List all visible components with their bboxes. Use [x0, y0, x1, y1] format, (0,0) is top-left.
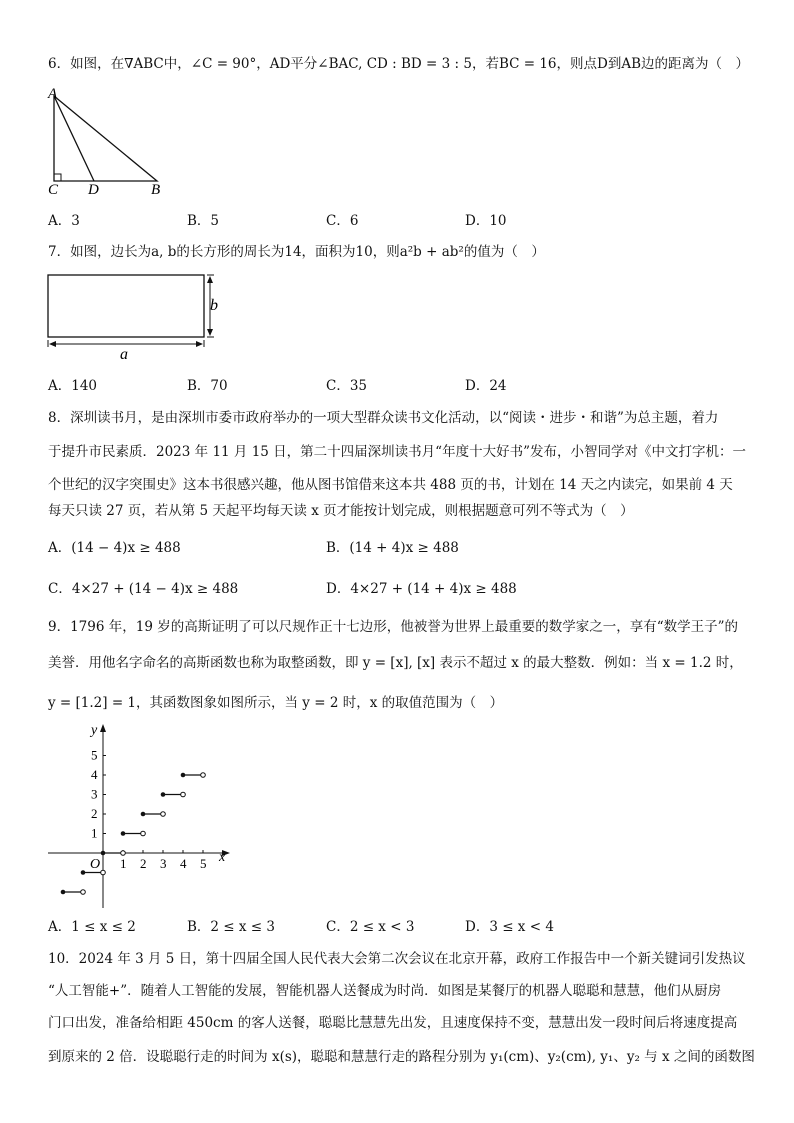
open-endpoint: [201, 773, 206, 778]
q9-option-d[interactable]: D．3 ≤ x < 4: [465, 919, 554, 935]
q6-triangle-figure: [44, 86, 174, 198]
y-tick-label: 2: [91, 806, 98, 821]
q8-option-a[interactable]: A．(14 − 4)x ≥ 488: [48, 540, 181, 556]
y-tick-label: 3: [91, 786, 98, 802]
q6-option-b[interactable]: B．5: [187, 213, 220, 229]
y-tick-label: 4: [91, 767, 98, 782]
closed-endpoint: [61, 890, 66, 895]
x-tick-label: 5: [200, 856, 207, 871]
open-endpoint: [141, 831, 146, 836]
y-tick-label: 1: [91, 825, 98, 841]
y-axis-label: y: [91, 723, 98, 738]
x-axis-label: x: [219, 850, 226, 865]
q8-stem-line-2: 于提升市民素质．2023 年 11 月 15 日，第二十四届深圳读书月“年度十大好书”发布，小智同学对《中文打字机：一: [48, 444, 746, 460]
closed-endpoint: [81, 870, 86, 875]
q9-option-c[interactable]: C．2 ≤ x < 3: [326, 919, 415, 935]
q10-stem-line-4: 到原来的 2 倍．设聪聪行走的时间为 x(s)，聪聪和慧慧行走的路程分别为 y₁(cm)、y₂(cm), y₁、y₂ 与 x 之间的函数图: [48, 1049, 755, 1065]
q7-option-a[interactable]: A．140: [48, 378, 98, 394]
q7-rectangle-figure: [44, 270, 224, 362]
q6-option-d[interactable]: D．10: [465, 213, 507, 229]
q6-option-a[interactable]: A．3: [48, 213, 80, 229]
x-tick-label: 3: [160, 856, 167, 871]
x-tick-label: 1: [120, 856, 127, 871]
y-axis-arrow: [100, 724, 106, 732]
q9-stem-line-2: 美誉．用他名字命名的高斯函数也称为取整函数，即 y = [x], [x] 表示不超过 x 的最大整数．例如：当 x = 1.2 时，: [48, 655, 743, 671]
q7-option-d[interactable]: D．24: [465, 378, 507, 394]
open-endpoint: [81, 890, 86, 895]
closed-endpoint: [141, 812, 146, 817]
side-a-label: a: [120, 346, 128, 362]
q10-stem-line-1: 10．2024 年 3 月 5 日，第十四届全国人民代表大会第二次会议在北京开幕，政府工作报告中一个新关键词引发热议: [48, 951, 746, 967]
open-endpoint: [161, 812, 166, 817]
q9-stem-line-1: 9．1796 年，19 岁的高斯证明了可以尺规作正十七边形，他被誉为世界上最重要的数学家之一，享有“数学王子”的: [48, 619, 739, 635]
q8-option-b[interactable]: B．(14 + 4)x ≥ 488: [326, 540, 459, 556]
q9-stem-line-3: y = [1.2] = 1，其函数图象如图所示，当 y = 2 时，x 的取值范围为（ ）: [48, 695, 504, 711]
open-endpoint: [101, 870, 106, 875]
side-b-label: b: [210, 297, 218, 314]
open-endpoint: [121, 851, 126, 856]
q7-stem: 7．如图，边长为a, b的长方形的周长为14，面积为10，则a²b + ab²的值为（ ）: [48, 244, 545, 260]
q8-option-c[interactable]: C．4×27 + (14 − 4)x ≥ 488: [48, 581, 239, 597]
closed-endpoint: [161, 792, 166, 797]
q8-stem-line-1: 8．深圳读书月，是由深圳市委市政府举办的一项大型群众读书文化活动，以“阅读・进步・和谐”为总主题，着力: [48, 410, 719, 426]
q8-option-d[interactable]: D．4×27 + (14 + 4)x ≥ 488: [326, 581, 517, 597]
closed-endpoint: [181, 773, 186, 778]
q7-option-c[interactable]: C．35: [326, 378, 368, 394]
vertex-d-label: D: [88, 182, 99, 198]
q9-option-a[interactable]: A．1 ≤ x ≤ 2: [48, 919, 136, 935]
closed-endpoint: [101, 851, 106, 856]
q9-option-b[interactable]: B．2 ≤ x ≤ 3: [187, 919, 276, 935]
q6-stem: 6．如图，在∇ABC中，∠C = 90°，AD平分∠BAC, CD : BD = 3 : 5，若BC = 16，则点D到AB边的距离为（ ）: [48, 56, 750, 72]
q10-stem-line-3: 门口出发，准备给相距 450cm 的客人送餐，聪聪比慧慧先出发，且速度保持不变，慧慧出发一段时间后将速度提高: [48, 1015, 738, 1031]
closed-endpoint: [121, 831, 126, 836]
q8-stem-line-4: 每天只读 27 页，若从第 5 天起平均每天读 x 页才能按计划完成，则根据题意可列不等式为（ ）: [48, 503, 634, 519]
vertex-a-label: A: [48, 86, 58, 102]
vertex-c-label: C: [48, 182, 59, 198]
q6-option-c[interactable]: C．6: [326, 213, 359, 229]
origin-label: O: [90, 857, 101, 872]
q10-stem-line-2: “人工智能+”．随着人工智能的发展，智能机器人送餐成为时尚．如图是某餐厅的机器人聪聪和慧慧，他们从厨房: [48, 983, 722, 999]
q8-stem-line-3: 个世纪的汉字突围史》这本书很感兴趣，他从图书馆借来这本共 488 页的书，计划在 14 天之内读完，如果前 4 天: [48, 477, 733, 493]
y-tick-label: 5: [91, 747, 98, 763]
x-tick-label: 2: [140, 856, 147, 871]
q7-option-b[interactable]: B．70: [187, 378, 228, 394]
vertex-b-label: B: [151, 182, 161, 198]
open-endpoint: [181, 792, 186, 797]
gauss-function-graph: [40, 718, 240, 914]
x-tick-label: 4: [180, 856, 187, 871]
